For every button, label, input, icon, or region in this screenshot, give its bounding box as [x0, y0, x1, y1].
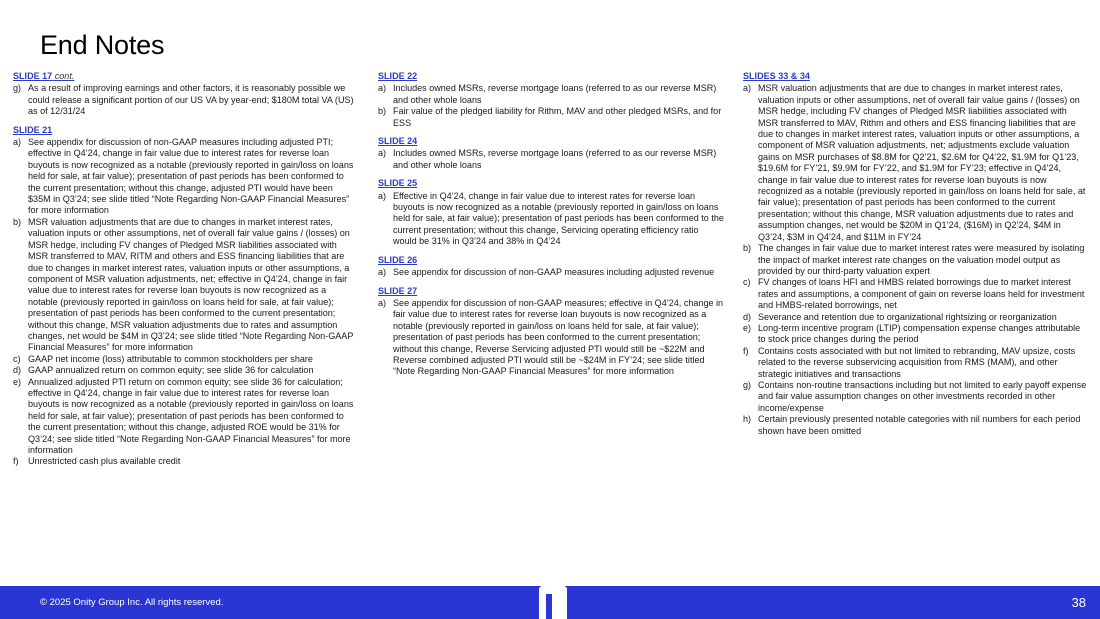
note-item-label: b) [743, 243, 752, 254]
note-item-label: b) [13, 216, 22, 227]
section-heading [13, 71, 357, 82]
note-item [743, 277, 1089, 311]
note-item-label: e) [743, 322, 752, 333]
note-item [378, 106, 724, 129]
note-item-label: c) [13, 353, 21, 364]
note-item [13, 377, 357, 457]
note-section [378, 178, 724, 247]
note-item-label: a) [378, 190, 387, 201]
note-item [378, 298, 724, 378]
section-heading [378, 286, 724, 297]
section-heading-text: SLIDE 24 [378, 136, 418, 147]
notes-column-3 [743, 71, 1089, 437]
note-item-label: b) [378, 106, 387, 117]
copyright-text: © 2025 Onity Group Inc. All rights reserved. [40, 597, 224, 608]
footer-bar [0, 586, 1100, 619]
note-item-label: a) [743, 83, 752, 94]
note-item-text: Unrestricted cash plus available credit [28, 456, 181, 467]
note-section [378, 71, 724, 129]
note-item [743, 380, 1089, 414]
note-item [13, 137, 357, 217]
note-item-text: Annualized adjusted PTI return on common equity; see slide 36 for calculation; effective in Q4’24, change in fair value due to interest rates for reverse loan buyouts is now recognized as a notable (previously reported in gain/loss on loans held for sale, at fair value); presentation of past periods has been conformed to the current presentation; without this change, adjusted ROE would be 31% for Q3’24; see slide titled “Note Regarding Non-GAAP Financial Measures” for more information [28, 376, 354, 455]
note-item-text: FV changes of loans HFI and HMBS related borrowings due to market interest rates and assumptions, a component of gain on reverse loans held for investment and HMBS-related borrowings, net [758, 277, 1085, 311]
note-item [743, 243, 1089, 277]
note-section [743, 71, 1089, 437]
onity-logo-icon [536, 574, 570, 619]
note-item-label: a) [378, 148, 387, 159]
note-item [13, 456, 357, 467]
note-item-text: As a result of improving earnings and other factors, it is reasonably possible we could release a significant portion of our US VA by year-end; $180M total VA (US) as of 12/31/24 [28, 83, 354, 117]
note-item-text: MSR valuation adjustments that are due to changes in market interest rates, valuation inputs or other assumptions, net of overall fair value gains / (losses) on MSR hedge, including FV changes of Pledged MSR liabilities associated with MSR transferred to MAV, Rithm and others and ESS financing liabilities that are due to changes in market interest rates, valuation inputs or other assumptions, a component of MSR valuation adjustments, net; adjustments exclude valuation gains on MSR purchases of $8.8M for Q2’21, $2.6M for Q4’22, $1.9M for Q1’23, $19.6M for FY’21, $9.9M for FY’22, and $1.9M for FY’23; effective in Q4’24, change in fair value due to interest rates for reverse loan buyouts is now recognized as a notable (previously reported in gain/loss on loans held for sale, at fair value); presentation of past periods has been conformed to the current presentation; without this change, MSR valuation adjustments due to rates and assumption changes, net would be $20M in Q1’24, ($16M) in Q2’24, $4M in Q3’24, $3M in Q4’24, and $11M in FY’24 [758, 83, 1086, 242]
note-item-text: GAAP annualized return on common equity; see slide 36 for calculation [28, 365, 314, 376]
note-item [13, 365, 357, 376]
note-item-text: Certain previously presented notable categories with nil numbers for each period shown have been omitted [758, 414, 1081, 436]
section-heading [378, 178, 724, 189]
note-item [743, 83, 1089, 243]
note-item-text: See appendix for discussion of non-GAAP measures including adjusted PTI; effective in Q4’24, change in fair value due to interest rates for reverse loan buyouts is now recognized as a notable (previously reported in gain/loss on loans held for sale, at fair value); presentation of past periods has been conformed to the current presentation; without this change, adjusted PTI would have been $35M in Q3’24; see slide titled “Note Regarding Non-GAAP Financial Measures” for more information [28, 137, 354, 216]
note-item-label: a) [378, 297, 387, 308]
section-heading [13, 125, 357, 136]
note-item-label: e) [13, 376, 22, 387]
note-item [13, 217, 357, 354]
note-item-label: d) [13, 365, 22, 376]
page-number: 38 [1071, 595, 1086, 610]
note-item [378, 191, 724, 248]
section-heading-text: SLIDES 33 & 34 [743, 71, 810, 81]
note-section [13, 125, 357, 468]
section-heading-suffix: cont. [54, 71, 75, 81]
note-section [378, 286, 724, 378]
note-item [743, 323, 1089, 346]
note-section [378, 255, 724, 279]
section-heading-text: SLIDE 26 [378, 254, 418, 265]
section-heading-text: SLIDE 27 [378, 285, 418, 296]
note-item-label: c) [743, 277, 751, 288]
note-item [13, 83, 357, 117]
section-heading [378, 255, 724, 266]
note-item-label: a) [378, 267, 387, 278]
note-item-text: Effective in Q4’24, change in fair value due to interest rates for reverse loan buyouts is now recognized as a notable (previously reported in gain/loss on loans held for sale, at fair value); presentation of past periods has been conformed to the current presentation; without this change, Servicing operating efficiency ratio would be 31% in Q3’24 and 38% in Q4’24 [393, 190, 724, 247]
section-heading-text: SLIDE 25 [378, 178, 418, 189]
note-item-label: g) [13, 83, 22, 94]
note-item [13, 354, 357, 365]
note-item [743, 414, 1089, 437]
note-item-text: MSR valuation adjustments that are due to changes in market interest rates, valuation inputs or other assumptions, net of overall fair value gains / (losses) on MSR hedge, including FV changes of Pledged MSR liabilities associated with MSR transferred to MAV, RITM and others and ESS financing liabilities that are due to changes in market interest rates, valuation inputs or other assumptions, a component of MSR valuation adjustments, net; effective in Q4’24, change in fair value due to interest rates for reverse loan buyouts is now recognized as a notable (previously reported in gain/loss on loans held for sale, at fair value); presentation of past periods has been conformed to the current presentation; without this change, MSR valuation adjustments due to rates and assumption changes, net would be $4M in Q3’24; see slide titled “Note Regarding Non-GAAP Financial Measures” for more information [28, 216, 354, 353]
note-item-text: Contains costs associated with but not limited to rebranding, MAV upsize, costs related to the reverse subservicing acquisition from RMS (MAM), and other strategic initiatives and transactions [758, 345, 1076, 379]
note-item-text: The changes in fair value due to market interest rates were measured by isolating the impact of market interest rate changes on the valuation model output as provided by our third-party valuation expert [758, 243, 1085, 276]
page-title: End Notes [40, 30, 165, 60]
note-item [378, 148, 724, 171]
note-item-label: h) [743, 414, 752, 425]
note-item-text: See appendix for discussion of non-GAAP measures including adjusted revenue [393, 267, 715, 278]
section-heading [378, 136, 724, 147]
note-item-label: a) [378, 83, 387, 94]
note-item-text: See appendix for discussion of non-GAAP measures; effective in Q4’24, change in fair value due to interest rates for reverse loan buyouts is now recognized as a notable (previously reported in gain/loss on loans held for sale, at fair value); presentation of past periods has been conformed to the current presentation; without this change, Reverse Servicing adjusted PTI would still be ~$22M and Reverse combined adjusted PTI would still be ~$24M in FY’24; see slide titled “Note Regarding Non-GAAP Financial Measures” for more information [393, 297, 724, 377]
note-item-text: Includes owned MSRs, reverse mortgage loans (referred to as our reverse MSR) and other whole loans [393, 83, 717, 105]
note-item-label: a) [13, 137, 22, 148]
note-item-label: f) [743, 345, 749, 356]
note-item-label: f) [13, 456, 19, 467]
note-section [378, 136, 724, 171]
note-item [378, 83, 724, 106]
section-heading-text: SLIDE 22 [378, 71, 418, 81]
note-item-text: Fair value of the pledged liability for Rithm, MAV and other pledged MSRs, and for ESS [393, 106, 722, 128]
section-heading-text: SLIDE 17 [13, 71, 53, 81]
section-heading-text: SLIDE 21 [13, 124, 53, 135]
note-section [13, 71, 357, 118]
note-item-text: GAAP net income (loss) attributable to common stockholders per share [28, 353, 313, 364]
note-item-text: Contains non-routine transactions including but not limited to early payoff expense and fair value assumption changes on other investments recorded in other income/expense [758, 379, 1087, 413]
notes-column-1 [13, 71, 357, 468]
note-item [743, 346, 1089, 380]
section-heading [378, 71, 724, 82]
note-item-text: Includes owned MSRs, reverse mortgage loans (referred to as our reverse MSR) and other whole loans [393, 148, 717, 170]
section-heading [743, 71, 1089, 82]
note-item-text: Severance and retention due to organizational rightsizing or reorganization [758, 311, 1057, 322]
note-item-text: Long-term incentive program (LTIP) compensation expense changes attributable to stock price changes during the period [758, 322, 1081, 345]
note-item [378, 267, 724, 278]
note-item-label: d) [743, 311, 752, 322]
note-item [743, 312, 1089, 323]
notes-column-2 [378, 71, 724, 378]
note-item-label: g) [743, 379, 752, 390]
